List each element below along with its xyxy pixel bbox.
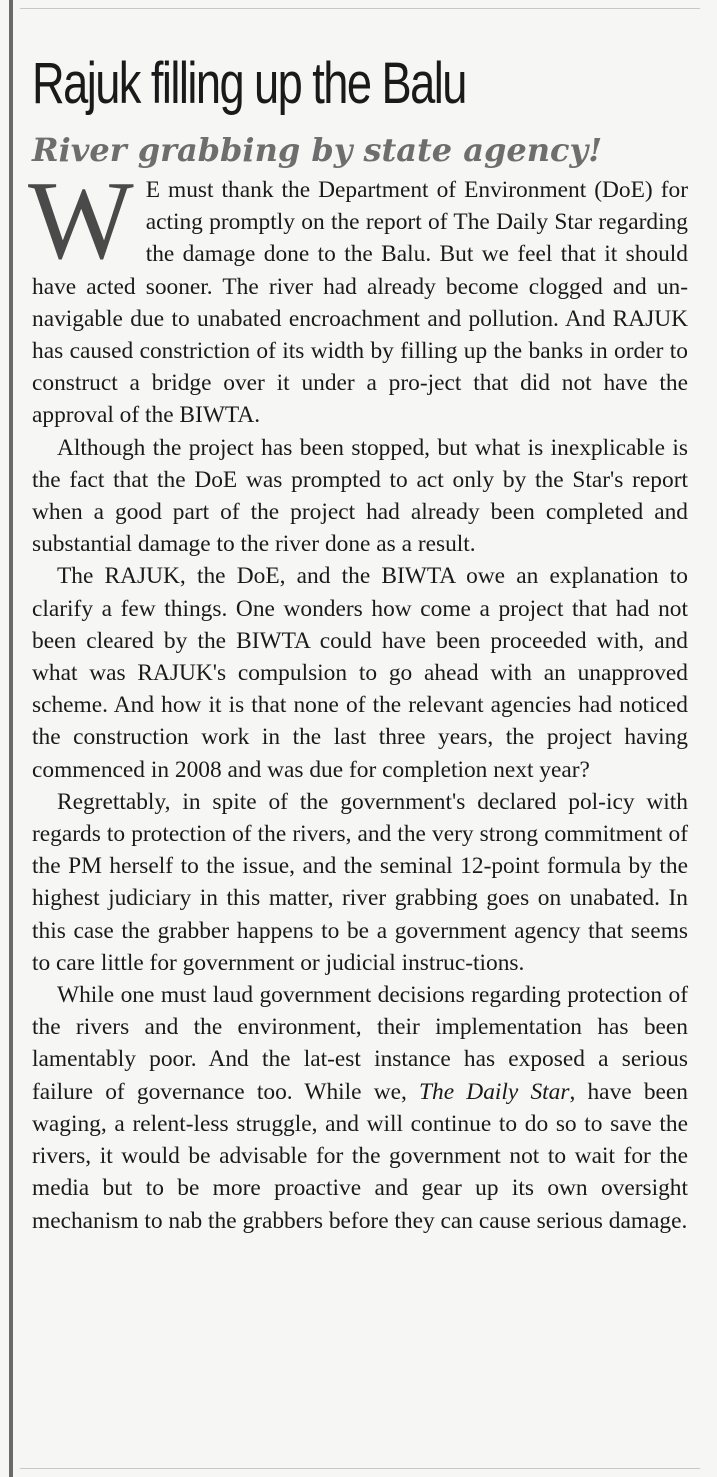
paragraph-5-text-a: While one must laud government decisions regarding protection of the rivers and the environment, their implementation has been lamentably poor. And the lat-est instance has exposed a serious failure of governance too. While we, [32,982,688,1105]
paragraph-5 [32,979,688,1237]
publication-name: The Daily Star [419,1078,570,1105]
paragraph-3: The RAJUK, the DoE, and the BIWTA owe an explanation to clarify a few things. One wonders how come a project that had not been cleared by the BIWTA could have been proceeded with, and what was RAJUK's compulsion to go ahead with an unapproved scheme. And how it is that none of the relevant agencies had noticed the construction work in the last three years, the project having commenced in 2008 and was due for completion next year? [32,563,688,783]
paragraph-1 [28,159,688,432]
editorial-article [28,48,688,1237]
paragraph-2: Although the project has been stopped, but what is inexplicable is the fact that the DoE was prompted to act only by the Star's report when a good part of the project had already been completed and substantial damage to the river done as a result. [32,434,688,558]
left-column-rule [9,0,13,1477]
top-rule [20,8,700,9]
headline: Rajuk filling up the Balu [32,51,466,116]
subheadline: River grabbing by state agency! [32,131,603,169]
article-body [28,159,688,1237]
paragraph-4: Regrettably, in spite of the government's declared pol-icy with regards to protection of the rivers, and the very strong commitment of the PM herself to the issue, and the seminal 12-point formula by the highest judiciary in this matter, river grabbing goes on unabated. In this case the grabber happens to be a government agency that seems to care little for government or judicial instruc-tions. [32,788,688,976]
paragraph-5-text-b: , have been waging, a relent-less struggle, and will continue to do so to save the rivers, it would be advisable for the government not to wait for the media but to be more proactive and gear up its own oversight mechanism to nab the grabbers before they can cause serious damage. [32,1078,688,1234]
bottom-rule [20,1468,700,1469]
drop-cap: W [28,159,134,283]
paragraph-1-text: E must thank the Department of Environment (DoE) for acting promptly on the report of The Daily Star regarding the damage done to the Balu. But we feel that it should have acted sooner. The river had already become clogged and un-navigable due to unabated encroachment and pollution. And RAJUK has caused constriction of its width by filling up the banks in order to construct a bridge over it under a pro-ject that did not have the approval of the BIWTA. [32,177,688,429]
